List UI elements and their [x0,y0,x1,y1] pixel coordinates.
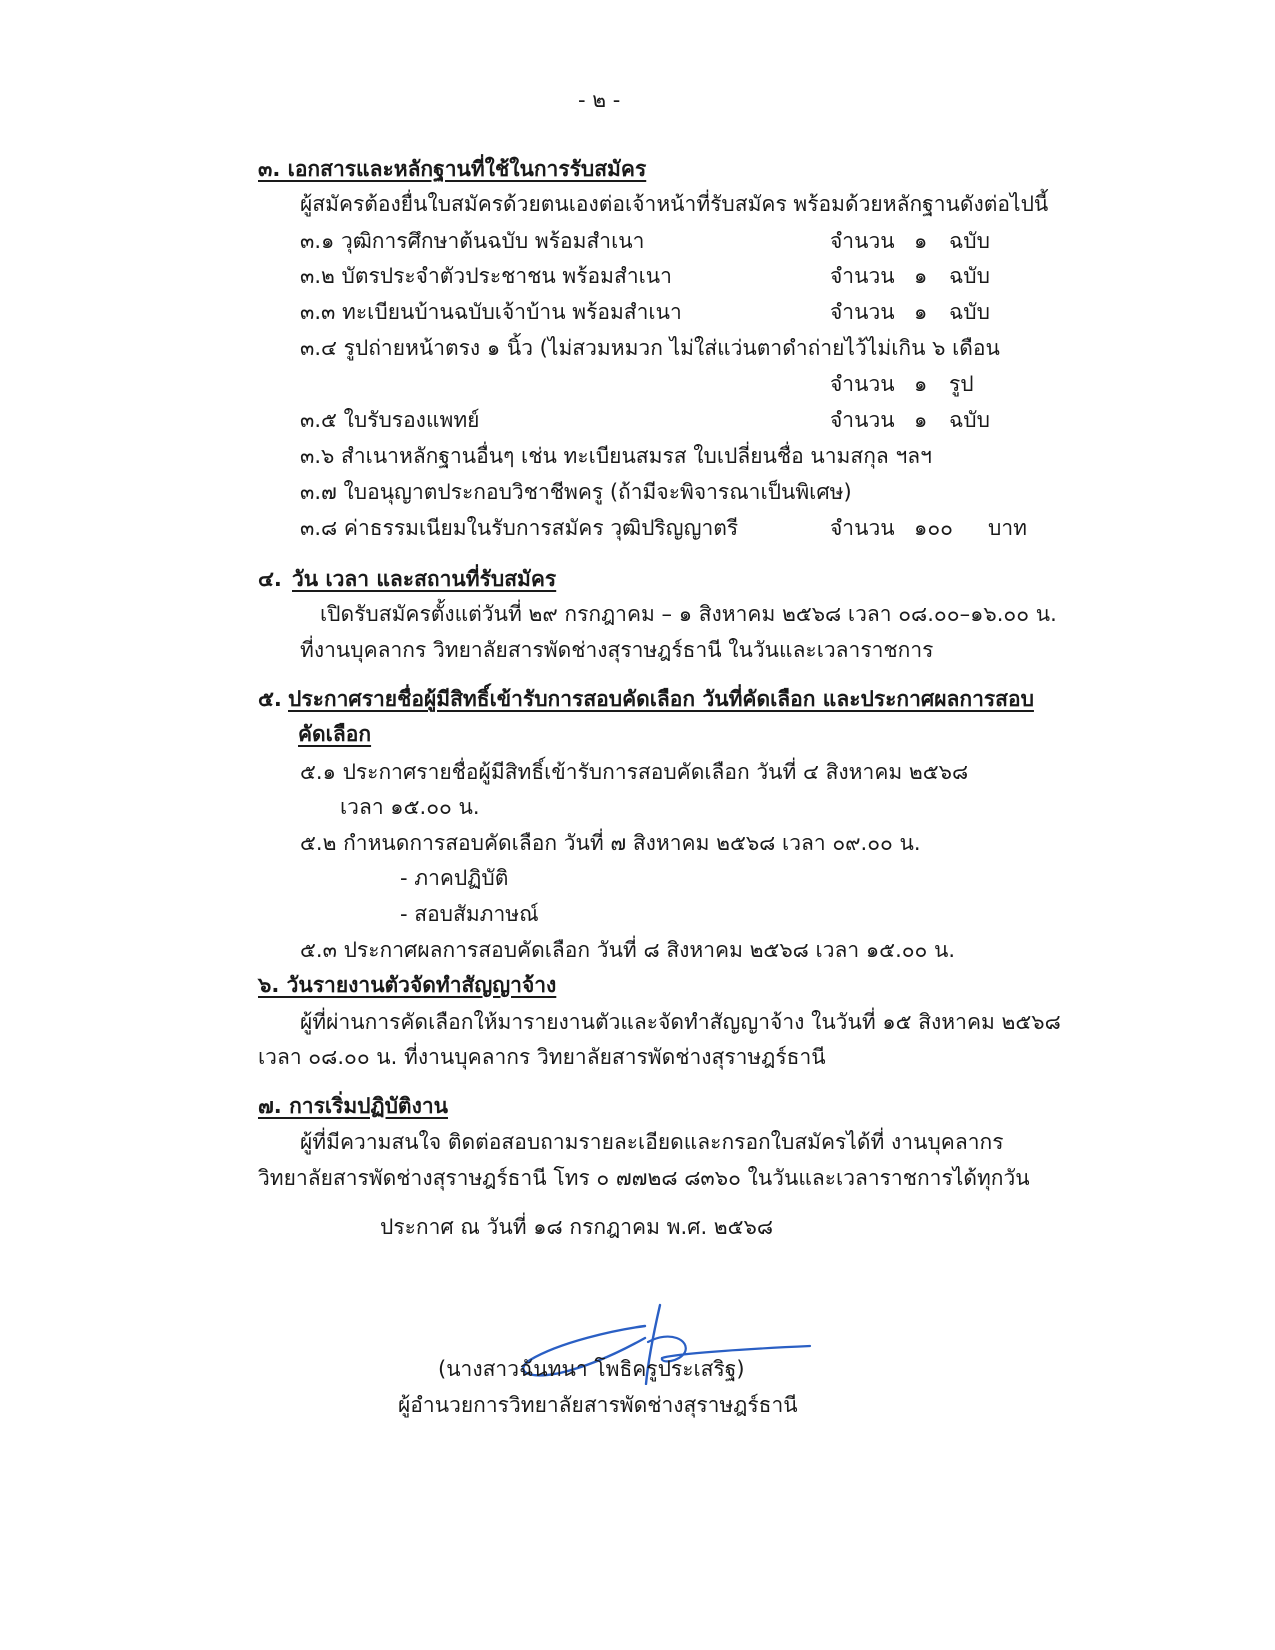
section5-heading-cont: คัดเลือก [298,722,372,746]
section5-item2-sub1: - ภาคปฏิบัติ [400,866,509,890]
list-item: ๓.๘ ค่าธรรมเนียมในรับการสมัคร วุฒิปริญญาตรี [300,516,739,540]
section6-line1: ผู้ที่ผ่านการคัดเลือกให้มารายงานตัวและจัดทำสัญญาจ้าง ในวันที่ ๑๕ สิงหาคม ๒๕๖๘ [300,1010,1061,1034]
section5-item1: ๕.๑ ประกาศรายชื่อผู้มีสิทธิ์เข้ารับการสอบคัดเลือก วันที่ ๔ สิงหาคม ๒๕๖๘ [300,760,969,784]
section5-number: ๕. [258,687,282,711]
list-item: ๓.๖ สำเนาหลักฐานอื่นๆ เช่น ทะเบียนสมรส ใบเปลี่ยนชื่อ นามสกุล ฯลฯ [300,444,932,468]
section5-item1-cont: เวลา ๑๕.๐๐ น. [340,795,480,819]
section4-number: ๔. [258,567,282,591]
section6-line2: เวลา ๐๘.๐๐ น. ที่งานบุคลากร วิทยาลัยสารพัดช่างสุราษฎร์ธานี [258,1045,826,1069]
section5-item2: ๕.๒ กำหนดการสอบคัดเลือก วันที่ ๗ สิงหาคม ๒๕๖๘ เวลา ๐๙.๐๐ น. [300,831,921,855]
list-item: ๓.๕ ใบรับรองแพทย์ [300,408,480,432]
section7-line2: วิทยาลัยสารพัดช่างสุราษฎร์ธานี โทร ๐ ๗๗๒๘ ๘๓๖๐ ในวันและเวลาราชการได้ทุกวัน [258,1166,1030,1190]
section4-heading: วัน เวลา และสถานที่รับสมัคร [292,567,557,591]
section7-heading: ๗. การเริ่มปฏิบัติงาน [258,1094,448,1118]
section7-line1: ผู้ที่มีความสนใจ ติดต่อสอบถามรายละเอียดและกรอกใบสมัครได้ที่ งานบุคลากร [300,1130,1004,1154]
signatory-name: (นางสาวฉันทนา โพธิครูประเสริฐ) [438,1357,745,1381]
announcement-date: ประกาศ ณ วันที่ ๑๘ กรกฎาคม พ.ศ. ๒๕๖๘ [380,1215,774,1239]
list-item: ๓.๓ ทะเบียนบ้านฉบับเจ้าบ้าน พร้อมสำเนา [300,300,682,324]
section6-heading: ๖. วันรายงานตัวจัดทำสัญญาจ้าง [258,973,557,997]
section3-heading: ๓. เอกสารและหลักฐานที่ใช้ในการรับสมัคร [258,157,647,181]
section5-item2-sub2: - สอบสัมภาษณ์ [400,902,539,926]
section4-line1: เปิดรับสมัครตั้งแต่วันที่ ๒๙ กรกฎาคม – ๑ สิงหาคม ๒๕๖๘ เวลา ๐๘.๐๐–๑๖.๐๐ น. [320,602,1057,626]
section5-heading: ประกาศรายชื่อผู้มีสิทธิ์เข้ารับการสอบคัดเลือก วันที่คัดเลือก และประกาศผลการสอบ [288,687,1034,711]
list-item: ๓.๗ ใบอนุญาตประกอบวิชาชีพครู (ถ้ามีจะพิจารณาเป็นพิเศษ) [300,480,852,504]
signatory-title: ผู้อำนวยการวิทยาลัยสารพัดช่างสุราษฎร์ธานี [398,1393,798,1417]
list-item: ๓.๔ รูปถ่ายหน้าตรง ๑ นิ้ว (ไม่สวมหมวก ไม่ใส่แว่นตาดำถ่ายไว้ไม่เกิน ๖ เดือน [300,336,1000,360]
page-number: - ๒ - [578,88,621,112]
section4-line2: ที่งานบุคลากร วิทยาลัยสารพัดช่างสุราษฎร์ธานี ในวันและเวลาราชการ [300,638,934,662]
section3-intro: ผู้สมัครต้องยื่นใบสมัครด้วยตนเองต่อเจ้าหน้าที่รับสมัคร พร้อมด้วยหลักฐานดังต่อไปนี้ [300,192,1049,216]
list-item: ๓.๑ วุฒิการศึกษาต้นฉบับ พร้อมสำเนา [300,229,645,253]
section5-item3: ๕.๓ ประกาศผลการสอบคัดเลือก วันที่ ๘ สิงหาคม ๒๕๖๘ เวลา ๑๕.๐๐ น. [300,938,956,962]
list-item: ๓.๒ บัตรประจำตัวประชาชน พร้อมสำเนา [300,264,672,288]
